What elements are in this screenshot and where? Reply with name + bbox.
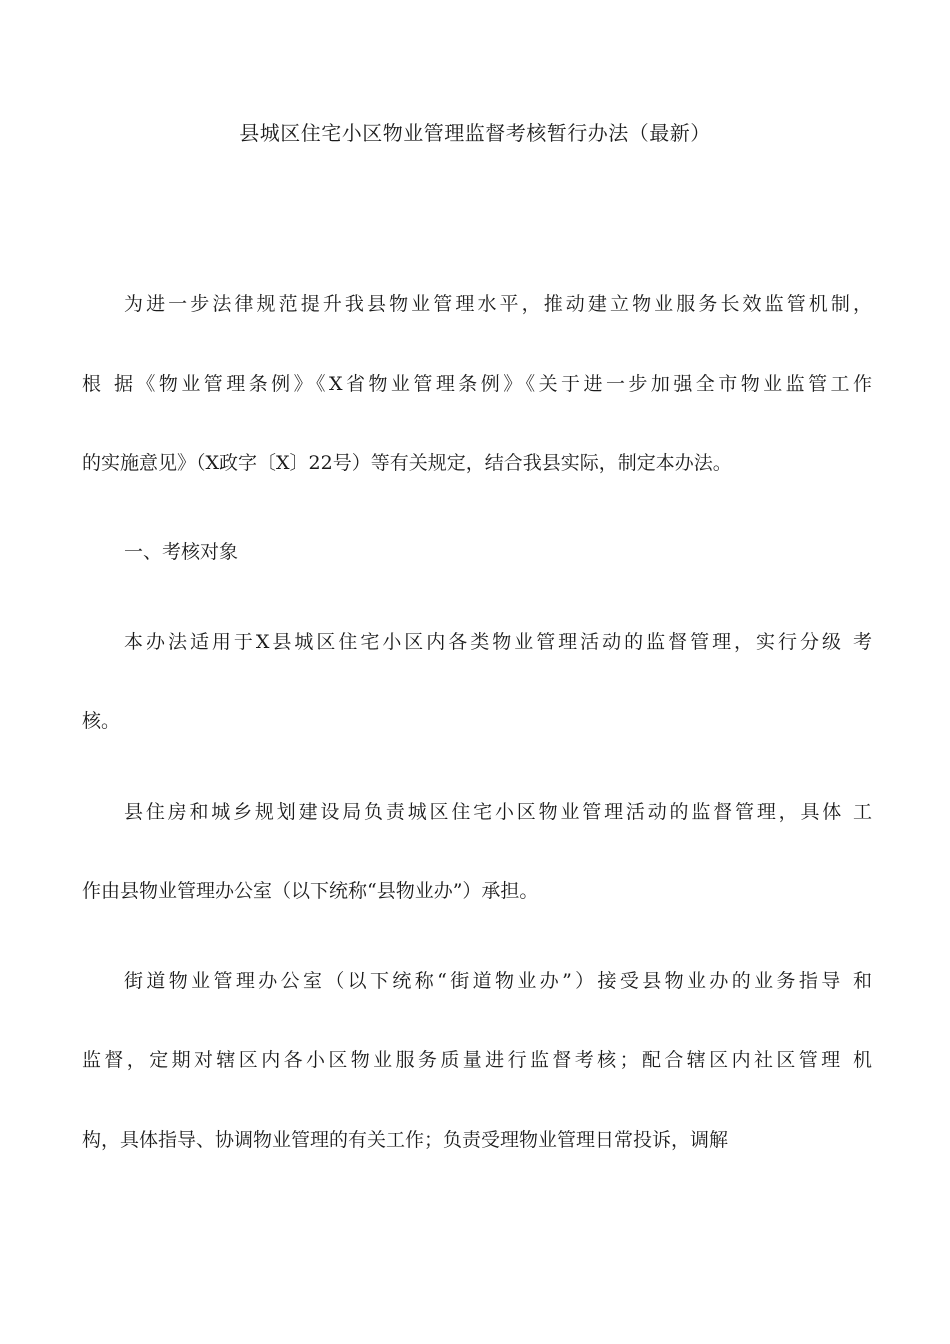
paragraph-4-line-3: 构，具体指导、协调物业管理的有关工作；负责受理物业管理日常投诉，调解 <box>82 1129 729 1151</box>
paragraph-4-line-1: 街道物业管理办公室（以下统称“街道物业办”）接受县物业办的业务指导 和 <box>124 970 872 992</box>
section-heading-1: 一、考核对象 <box>124 541 239 563</box>
paragraph-1-line-2: 根 据《物业管理条例》《X省物业管理条例》《关于进一步加强全市物业监管工作 <box>82 373 872 395</box>
paragraph-4-line-2: 监督，定期对辖区内各小区物业服务质量进行监督考核；配合辖区内社区管理 机 <box>82 1049 872 1071</box>
paragraph-1-line-1: 为进一步法律规范提升我县物业管理水平，推动建立物业服务长效监管机制， <box>124 293 872 315</box>
paragraph-3-line-1: 县住房和城乡规划建设局负责城区住宅小区物业管理活动的监督管理，具体 工 <box>124 801 872 823</box>
paragraph-3-line-2: 作由县物业管理办公室（以下统称“县物业办”）承担。 <box>82 880 539 902</box>
document-title: 县城区住宅小区物业管理监督考核暂行办法（最新） <box>239 121 711 145</box>
paragraph-2-line-1: 本办法适用于X县城区住宅小区内各类物业管理活动的监督管理，实行分级 考 <box>124 631 872 653</box>
paragraph-2-line-2: 核。 <box>82 710 121 732</box>
paragraph-1-line-3: 的实施意见》（X政字〔X〕22号）等有关规定，结合我县实际，制定本办法。 <box>82 452 732 474</box>
